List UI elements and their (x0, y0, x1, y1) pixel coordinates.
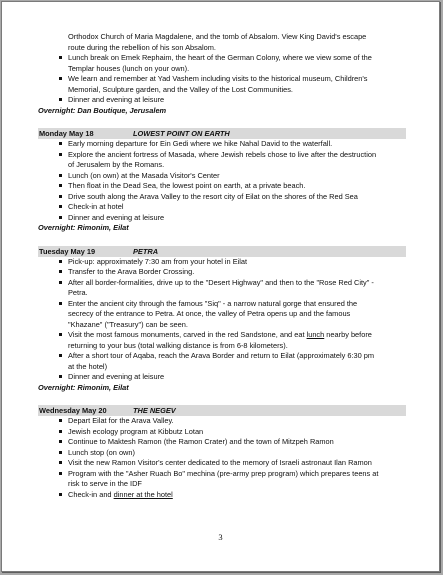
list-item (38, 299, 406, 331)
text-line: Lunch stop (on own) (68, 447, 135, 457)
text-line: Dinner and evening at leisure (68, 372, 165, 381)
list-item (38, 139, 406, 150)
bullet-icon (59, 56, 62, 59)
underlined-word: lunch (306, 330, 325, 339)
list-item (38, 490, 406, 501)
text-line: secrecy of the entrance to Petra. At once, the valley of Petra opens up and the famous (68, 309, 351, 318)
bullet-icon (59, 270, 62, 273)
text-line: Lunch break on Emek Rephaim, the heart of the German Colony, where we view some of the (68, 53, 372, 62)
list-item (38, 95, 406, 106)
bullet-icon (59, 195, 62, 198)
list-item (38, 330, 406, 351)
list-item (38, 458, 406, 469)
text-segment: nearby before (324, 330, 372, 339)
text-line: Memorial, Sculpture garden, and the Valley of the Lost Communities. (68, 84, 293, 94)
text-line (68, 490, 406, 501)
text-line: Dinner and evening at leisure (68, 212, 165, 222)
list-item (38, 181, 406, 192)
bullet-icon (59, 440, 62, 443)
underlined-phrase: dinner at the hotel (113, 489, 173, 499)
list-item (38, 213, 406, 224)
bullet-icon (59, 281, 62, 284)
day-title: PETRA (133, 246, 159, 256)
text-line: After all border-formalities, drive up to the "Desert Highway" and then to the "Rose Red City" - (68, 277, 374, 287)
list-item (38, 469, 406, 490)
overnight-line: Overnight: Rimonim, Eilat (38, 382, 129, 392)
text-segment: Visit the most famous monuments, carved in the red Sandstone, and eat (68, 330, 305, 339)
text-line: Program with the "Asher Ruach Bo" mechina (pre-army prep program) which prepares teens at (68, 468, 379, 478)
list-item (38, 416, 406, 427)
bullet-icon (59, 451, 62, 454)
text-line: Explore the ancient fortress of Masada, where Jewish rebels chose to live after the destruction (68, 149, 377, 159)
bullet-icon (59, 260, 62, 263)
text-line: Visit the new Ramon Visitor's center dedicated to the memory of Israeli astronaut Ilan Ramon (68, 458, 372, 467)
text-line: Orthodox Church of Maria Magdalene, and the tomb of Absalom. View King David's escape (68, 32, 367, 41)
overnight-line: Overnight: Rimonim, Eilat (38, 223, 129, 232)
text-line: Petra. (68, 288, 88, 297)
list-item (38, 202, 406, 213)
bullet-icon (59, 98, 62, 101)
text-line: Transfer to the Arava Border Crossing. (68, 267, 195, 276)
text-line: Check-in at hotel (68, 202, 124, 211)
text-line: Then float in the Dead Sea, the lowest point on earth, at a private beach. (68, 181, 306, 190)
text-line: Enter the ancient city through the famous "Siq" - a narrow natural gorge that ensured the (68, 298, 358, 308)
list-item (38, 278, 406, 299)
list-item (38, 192, 406, 203)
day-header (38, 405, 406, 416)
text-line: route during the rebellion of his son Absalom. (68, 42, 216, 52)
bullet-icon (59, 419, 62, 422)
list-item (38, 448, 406, 459)
text-line: of Jerusalem by the Romans. (68, 160, 165, 169)
bullet-icon (59, 184, 62, 187)
day-date: Monday May 18 (39, 129, 94, 138)
text-line: After a short tour of Aqaba, reach the Arava Border and return to Eilat (approximately 6:30 pm (68, 351, 375, 360)
bullet-icon (59, 472, 62, 475)
day-date: Tuesday May 19 (39, 246, 96, 256)
list-item (38, 53, 406, 74)
text-line: Pick-up: approximately 7:30 am from your hotel in Eilat (68, 256, 248, 266)
text-line: at the hotel) (68, 361, 108, 371)
continued-text (38, 32, 406, 53)
bullet-icon (59, 174, 62, 177)
text-line: Early morning departure for Ein Gedi where we hike Nahal David to the waterfall. (68, 139, 333, 148)
text-segment: Check-in and (68, 489, 112, 499)
text-line: "Khazane" ("Treasury") can be seen. (68, 319, 188, 329)
bullet-icon (59, 205, 62, 208)
text-line: Dinner and evening at leisure (68, 95, 165, 104)
text-line: Templar houses (lunch on your own). (68, 63, 190, 73)
list-item (38, 437, 406, 448)
list-item (38, 171, 406, 182)
text-line (68, 330, 406, 341)
text-line: risk to serve in the IDF (68, 479, 142, 488)
list-item (38, 257, 406, 268)
text-line: Lunch (on own) at the Masada Visitor's Center (68, 170, 220, 180)
list-item (38, 150, 406, 171)
text-line: returning to your bus (total walking distance is from 6-8 kilometers). (68, 340, 288, 350)
day-title: THE NEGEV (133, 406, 176, 415)
text-line: Drive south along the Arava Valley to the resort city of Eilat on the shores of the Red Sea (68, 191, 358, 201)
day-header (38, 246, 406, 257)
bullet-icon (59, 430, 62, 433)
overnight-line: Overnight: Dan Boutique, Jerusalem (38, 105, 167, 115)
bullet-icon (59, 142, 62, 145)
list-item (38, 74, 406, 95)
day-date: Wednesday May 20 (39, 406, 107, 415)
list-item (38, 372, 406, 383)
page-number: 3 (218, 532, 223, 542)
bullet-icon (59, 461, 62, 464)
bullet-icon (59, 493, 62, 496)
document-page (1, 1, 440, 572)
text-line: We learn and remember at Yad Vashem including visits to the historical museum, Children's (68, 74, 368, 83)
bullet-icon (59, 216, 62, 219)
list-item (38, 267, 406, 278)
text-line: Depart Eilat for the Arava Valley. (68, 416, 174, 425)
bullet-icon (59, 302, 62, 305)
day-header (38, 128, 406, 139)
list-item (38, 351, 406, 372)
bullet-icon (59, 333, 62, 336)
text-line: Continue to Maktesh Ramon (the Ramon Crater) and the town of Mitzpeh Ramon (68, 437, 334, 446)
day-title: LOWEST POINT ON EARTH (133, 129, 230, 138)
text-line: Jewish ecology program at Kibbutz Lotan (68, 426, 204, 436)
list-item (38, 427, 406, 438)
itinerary-content (38, 32, 406, 500)
bullet-icon (59, 153, 62, 156)
bullet-icon (59, 375, 62, 378)
bullet-icon (59, 77, 62, 80)
bullet-icon (59, 354, 62, 357)
